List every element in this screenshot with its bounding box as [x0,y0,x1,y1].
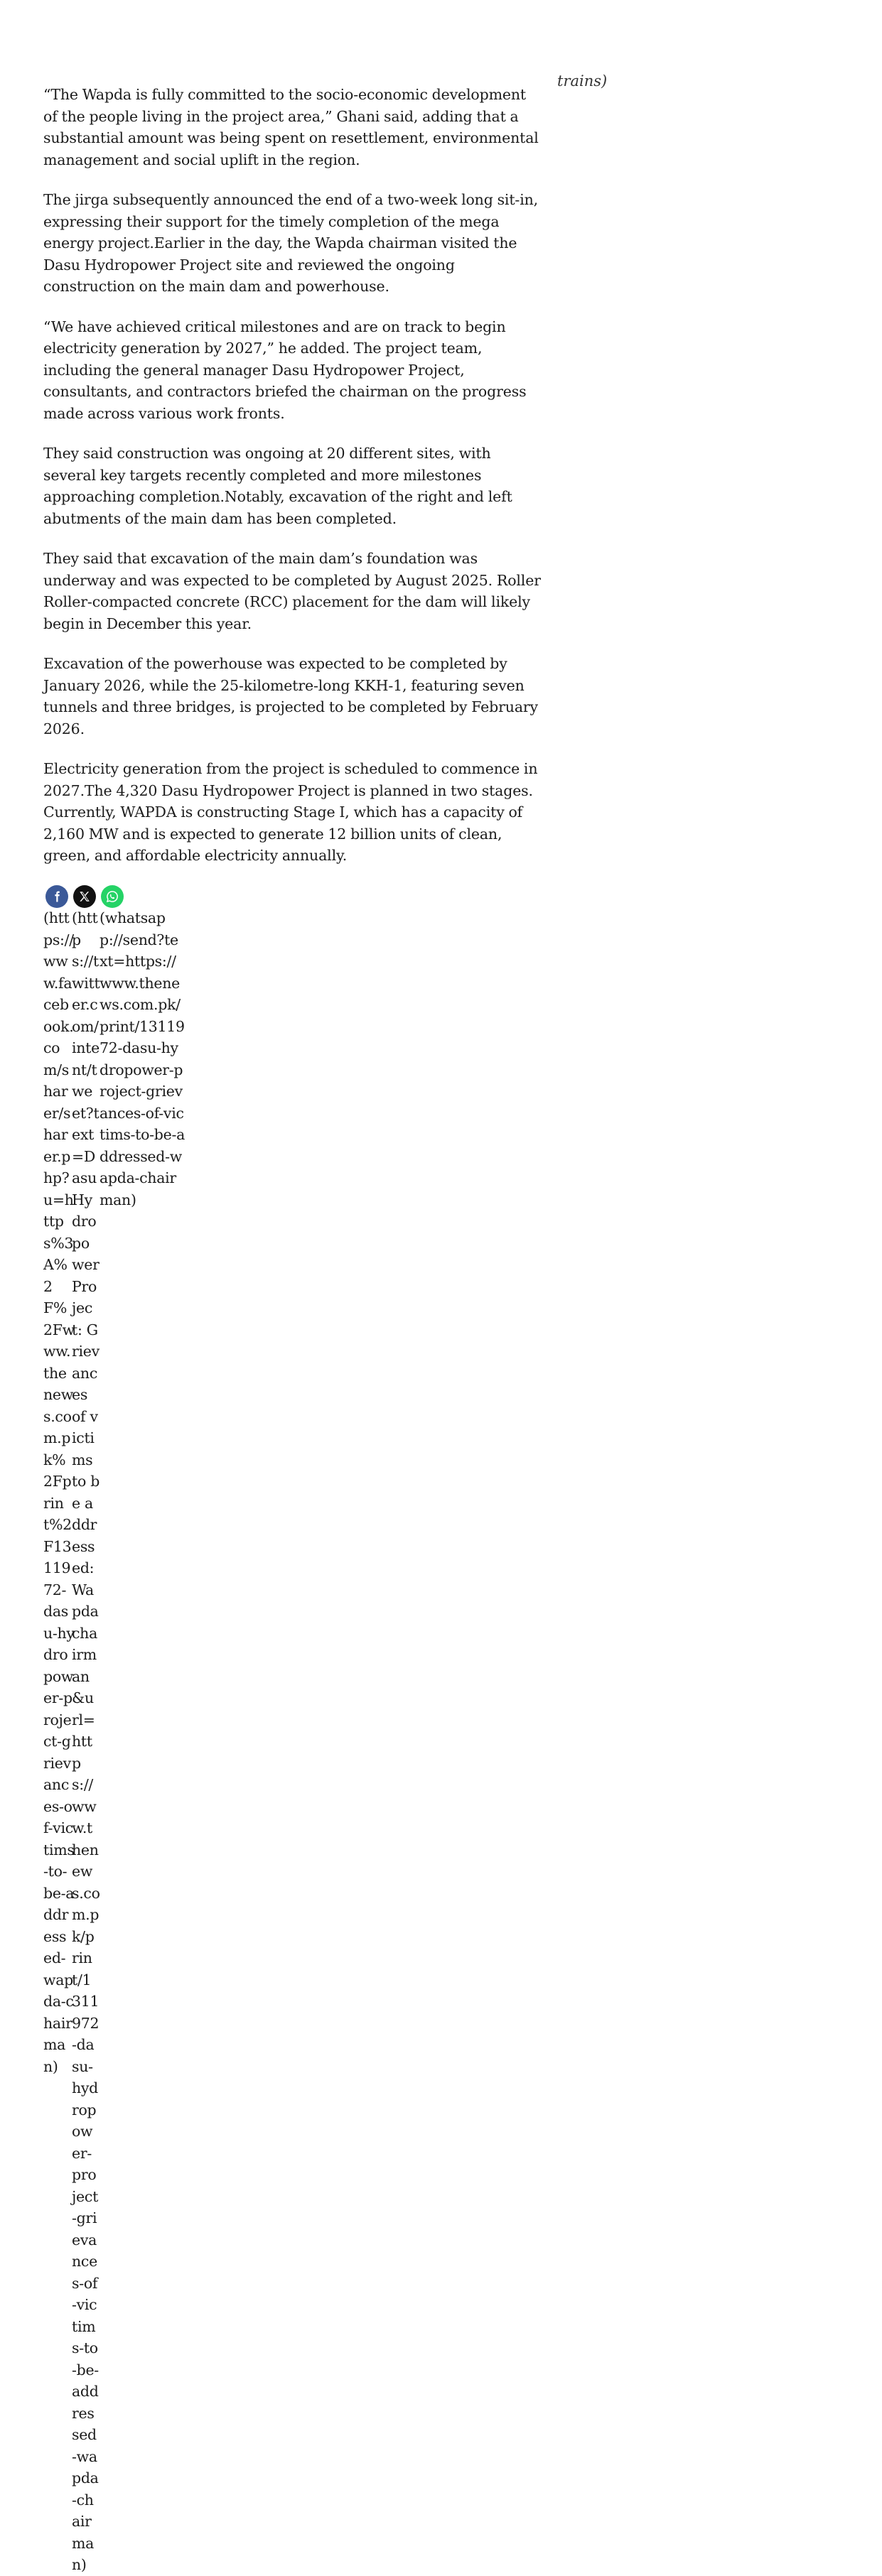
twitter-share-link[interactable]: (https://twitter.com/intent/tweet?text=Dasu Hydropower Project: Grievances of victims to be addressed: Wapda chairman&url=https://www.thenews.com.pk/print/1311972-dasu-hydropower-project-grievances-of-victims-to-be-addressed-wapda-chairman) [72,909,100,2573]
article-paragraph: They said that excavation of the main dam’s foundation was underway and was expected to be completed by August 2025. Roller Roller-compacted concrete (RCC) placement for the dam will likely begin in December this year. [43,550,541,632]
article-paragraph: They said construction was ongoing at 20 different sites, with several key targets recently completed and more milestones approaching completion.Notably, excavation of the right and left abutments of the main dam has been completed. [43,445,512,527]
article-paragraph: “We have achieved critical milestones and are on track to begin electricity generation by 2027,” he added. The project team, including the general manager Dasu Hydropower Project, consultants, and contractors briefed the chairman on the progress made across various work fronts. [43,318,527,422]
whatsapp-icon [105,889,119,904]
share-bar [45,885,124,908]
facebook-share-button[interactable] [45,885,68,908]
whatsapp-share-link[interactable]: (whatsapp://send?text=https://www.thenews.com.pk/print/1311972-dasu-hydropower-project-grievances-of-victims-to-be-addressed-wapda-chairman) [100,909,185,1208]
x-share-button[interactable] [73,885,96,908]
article-paragraph: The jirga subsequently announced the end of a two-week long sit-in, expressing their support for the timely completion of the mega energy project.Earlier in the day, the Wapda chairman visited the Dasu Hydropower Project site and reviewed the ongoing construction on the main dam and powerhouse. [43,191,539,295]
facebook-icon [50,890,63,903]
article-paragraph: “The Wapda is fully committed to the socio-economic development of the people living in the project area,” Ghani said, adding that a substantial amount was being spent on resettlement, environmental management and social uplift in the region. [43,86,539,168]
whatsapp-share-button[interactable] [101,885,124,908]
article-paragraph: Excavation of the powerhouse was expected to be completed by January 2026, while the 25-kilometre-long KKH-1, featuring seven tunnels and three bridges, is projected to be completed by February 2026. [43,655,538,737]
sidebar-fragment: trains) [557,72,608,90]
article-body [43,84,541,885]
article-paragraph: Electricity generation from the project is scheduled to commence in 2027.The 4,320 Dasu Hydropower Project is planned in two stages. Currently, WAPDA is constructing Stage I, which has a capacity of 2,160 MW and is expected to generate 12 billion units of clean, green, and affordable electricity annually. [43,760,538,864]
x-icon [78,890,91,903]
facebook-share-link[interactable]: (https://www.facebook.com/sharer/sharer.php?u=https%3A%2F%2Fwww.thenews.com.pk%2Fprint%2F1311972-dasu-hydropower-project-grievances-of-victims-to-be-addressed-wapda-chairman) [43,909,75,2075]
